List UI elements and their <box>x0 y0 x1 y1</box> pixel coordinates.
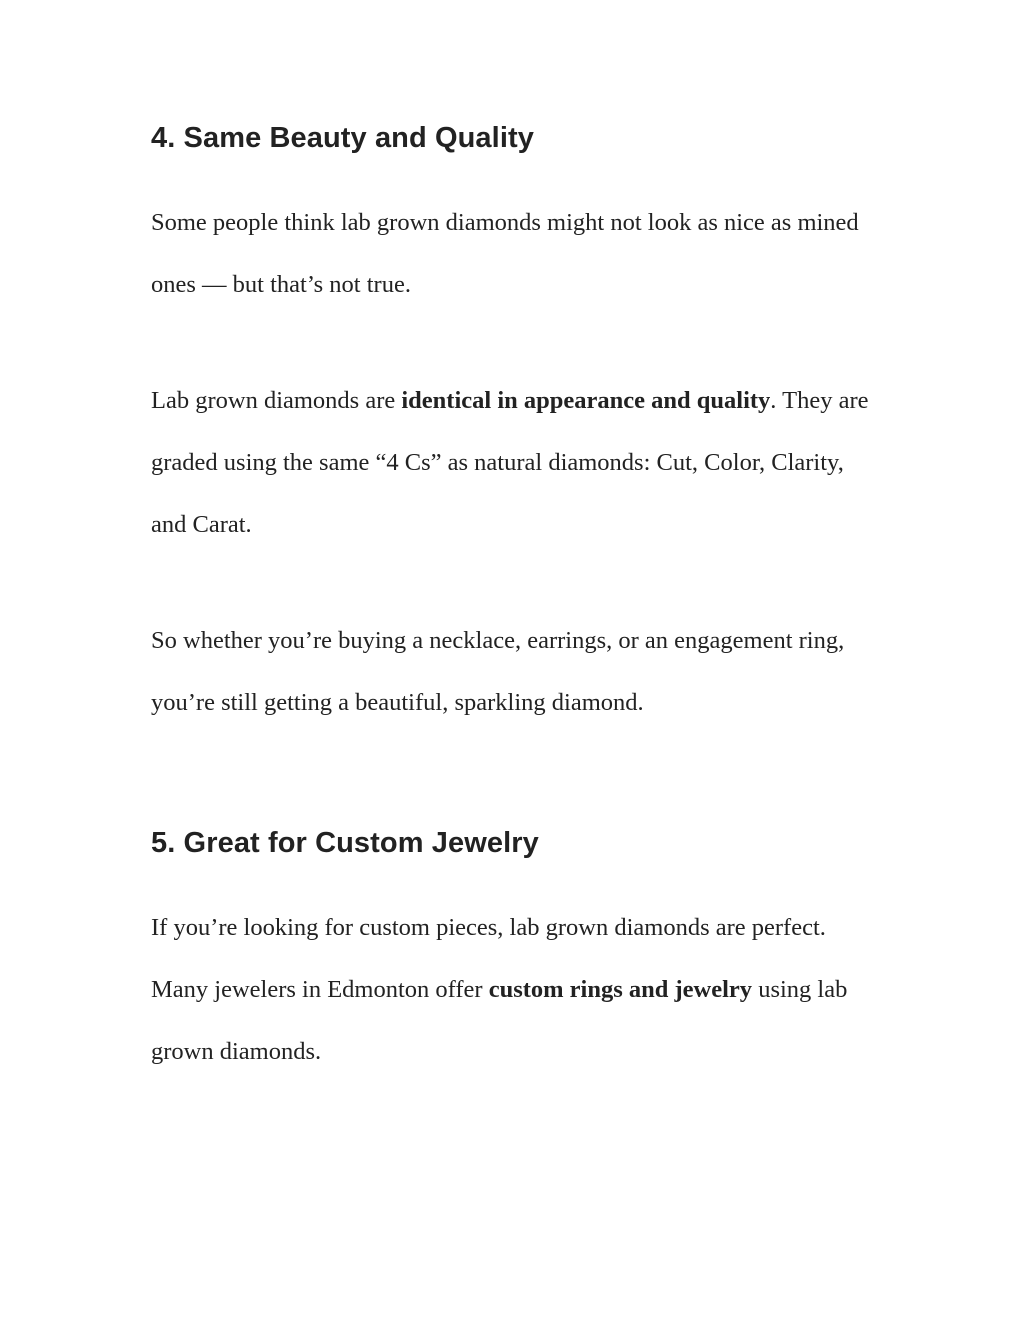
bold-phrase: custom rings and jewelry <box>488 976 753 1003</box>
section-4-heading: 4. Same Beauty and Quality <box>151 122 534 154</box>
paragraph-text: If you’re looking for custom pieces, lab grown diamonds are perfect. Many jewelers in Edmonton offer <box>151 914 826 1003</box>
section-5-heading: 5. Great for Custom Jewelry <box>151 827 539 859</box>
paragraph-text: using lab grown diamonds. <box>151 976 848 1065</box>
section-4-paragraph-2 <box>151 370 881 556</box>
section-5-paragraph-1 <box>151 897 881 1083</box>
section-4-paragraph-1: Some people think lab grown diamonds might not look as nice as mined ones — but that’s not true. <box>151 209 859 298</box>
paragraph-text: Lab grown diamonds are <box>151 387 402 414</box>
paragraph-text: . They are graded using the same “4 Cs” as natural diamonds: Cut, Color, Clarity, and Carat. <box>151 387 869 538</box>
bold-phrase: identical in appearance and quality <box>401 387 771 414</box>
section-4-paragraph-3: So whether you’re buying a necklace, earrings, or an engagement ring, you’re still getting a beautiful, sparkling diamond. <box>151 627 845 716</box>
